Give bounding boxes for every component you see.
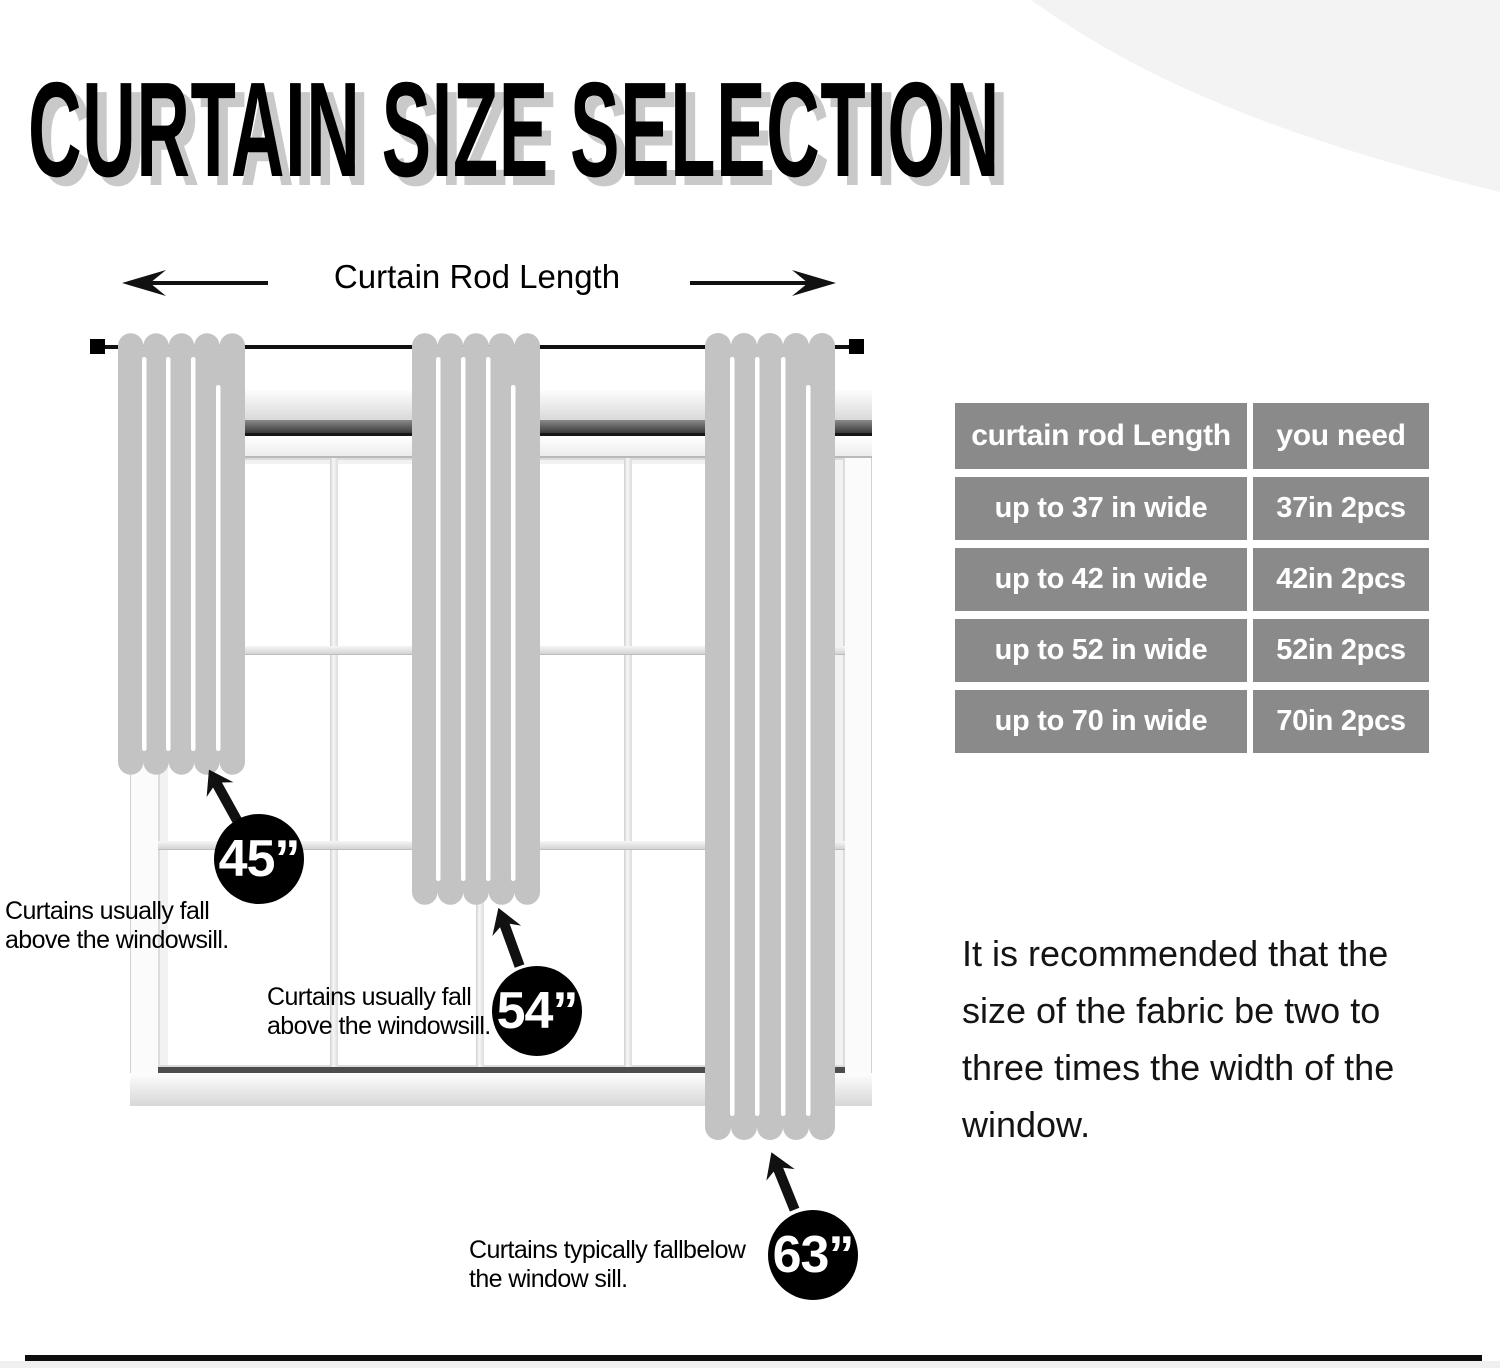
page-title: CURTAIN SIZE SELECTION: [28, 54, 1000, 205]
size-reference-table: [955, 403, 1429, 753]
table-cell: up to 37 in wide: [955, 477, 1247, 540]
table-cell: up to 70 in wide: [955, 690, 1247, 753]
note-line: window.: [962, 1104, 1091, 1145]
rod-end-left: [90, 339, 105, 354]
caption-line: Curtains usually fall: [267, 983, 472, 1011]
caption-line: Curtains typically fallbelow: [469, 1236, 746, 1264]
table-header-rod-length: curtain rod Length: [955, 403, 1247, 469]
table-cell: up to 52 in wide: [955, 619, 1247, 682]
caption-curtain-54: [267, 983, 491, 1041]
rod-length-arrow-left: [120, 268, 270, 298]
size-badge-54-label: 54”: [496, 982, 578, 1040]
size-badge-54: [492, 966, 582, 1056]
note-line: size of the fabric be two to: [962, 990, 1381, 1031]
recommendation-note: [962, 925, 1394, 1153]
caption-curtain-63: [469, 1236, 745, 1294]
rod-end-right: [849, 339, 864, 354]
note-line: It is recommended that the: [962, 933, 1389, 974]
window-mullion-vertical-1: [330, 458, 338, 1067]
curtain-panel-45: [118, 333, 245, 775]
bottom-edge-strip: [0, 1361, 1500, 1368]
table-header-you-need: you need: [1253, 403, 1429, 469]
rod-length-arrow-right: [688, 268, 838, 298]
table-cell: 70in 2pcs: [1253, 690, 1429, 753]
caption-curtain-45: [5, 897, 229, 955]
caption-line: Curtains usually fall: [5, 897, 210, 925]
table-cell: up to 42 in wide: [955, 548, 1247, 611]
caption-line: above the windowsill.: [5, 926, 229, 954]
size-badge-45-label: 45”: [218, 830, 300, 888]
window-mullion-vertical-3: [624, 458, 632, 1067]
rod-length-label: Curtain Rod Length: [333, 258, 621, 295]
curtain-panel-63: [705, 333, 835, 1140]
note-line: three times the width of the: [962, 1047, 1395, 1088]
caption-line: the window sill.: [469, 1265, 628, 1293]
arrow-to-curtain-63: [756, 1146, 811, 1216]
table-cell: 52in 2pcs: [1253, 619, 1429, 682]
curtain-panel-54: [412, 333, 540, 905]
size-badge-45: [214, 814, 304, 904]
size-badge-63: [768, 1210, 858, 1300]
table-cell: 37in 2pcs: [1253, 477, 1429, 540]
table-cell: 42in 2pcs: [1253, 548, 1429, 611]
size-badge-63-label: 63”: [772, 1226, 854, 1284]
caption-line: above the windowsill.: [267, 1012, 491, 1040]
corner-sweep-shape: [1028, 0, 1500, 200]
